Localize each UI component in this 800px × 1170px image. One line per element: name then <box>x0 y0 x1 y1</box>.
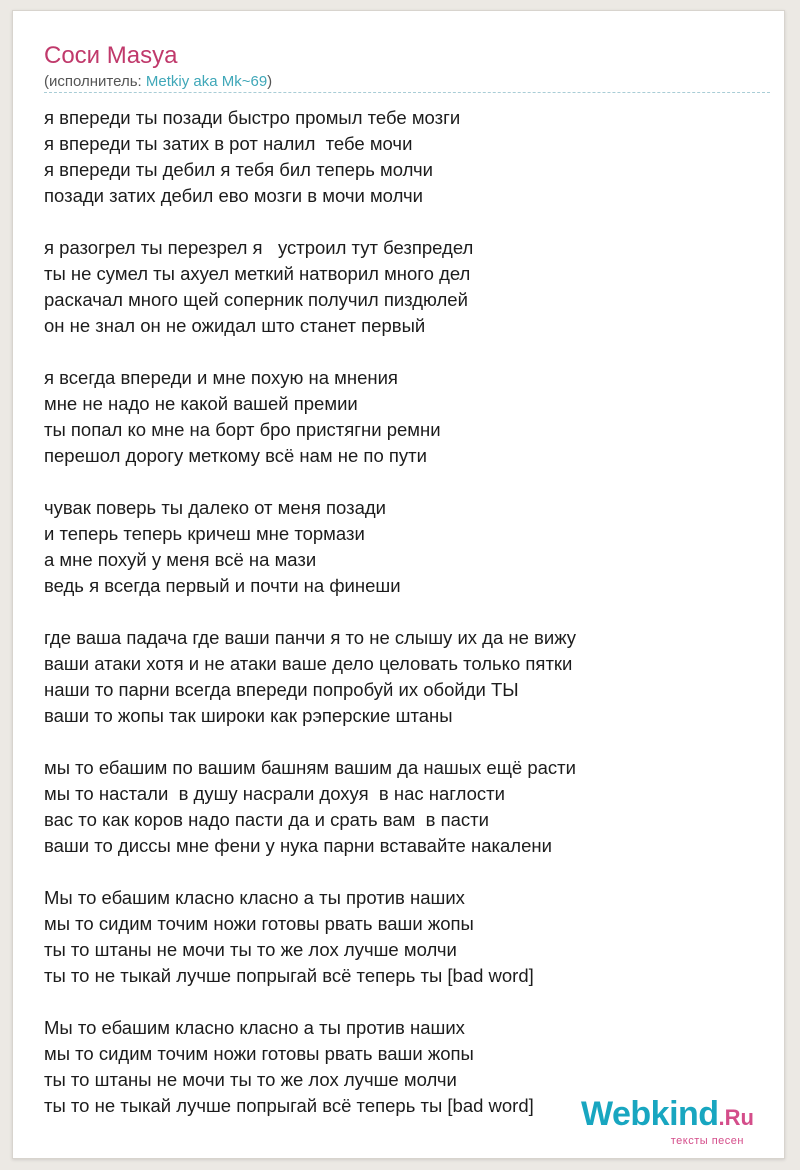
title-divider <box>44 92 770 93</box>
lyric-line: я впереди ты позади быстро промыл тебе мозги <box>44 107 461 128</box>
lyrics-body <box>44 105 576 1119</box>
stanza-gap <box>44 859 576 885</box>
lyric-line: наши то парни всегда впереди попробуй их обойди ТЫ <box>44 679 519 700</box>
lyric-line: он не знал он не ожидал што станет первый <box>44 315 426 336</box>
lyric-line: и теперь теперь кричеш мне тормази <box>44 523 365 544</box>
stanza-gap <box>44 339 576 365</box>
lyric-line: ваши то диссы мне фени у нука парни вставайте накалени <box>44 835 552 856</box>
artist-link[interactable]: Metkiy aka Mk~69 <box>145 73 268 90</box>
lyric-line: мне не надо не какой вашей премии <box>44 393 358 414</box>
lyric-line: ваши то жопы так широки как рэперские штаны <box>44 705 453 726</box>
lyric-line: я разогрел ты перезрел я устроил тут безпредел <box>44 237 474 258</box>
lyric-line: мы то настали в душу насрали дохуя в нас наглости <box>44 783 505 804</box>
lyric-line: вас то как коров надо пасти да и срать вам в пасти <box>44 809 489 830</box>
stanza-gap <box>44 989 576 1015</box>
logo-tld: .Ru <box>718 1105 754 1130</box>
lyric-line: Мы то ебашим класно класно а ты против наших <box>44 887 465 908</box>
lyric-line: мы то ебашим по вашим башням вашим да нашых ещё расти <box>44 757 576 778</box>
logo-word: Webkind <box>581 1095 719 1133</box>
logo-tagline: тексты песен <box>670 1135 744 1147</box>
lyric-line: я впереди ты затих в рот налил тебе мочи <box>44 133 413 154</box>
lyric-line: ты то штаны не мочи ты то же лох лучше молчи <box>44 1069 457 1090</box>
stanza-gap <box>44 469 576 495</box>
lyric-line: ты то не тыкай лучше попрыгай всё теперь ты [bad word] <box>44 965 534 986</box>
lyric-line: ты попал ко мне на борт бро пристягни ремни <box>44 419 441 440</box>
lyric-line: где ваша падача где ваши панчи я то не слышу их да не вижу <box>44 627 577 648</box>
lyric-line: Мы то ебашим класно класно а ты против наших <box>44 1017 465 1038</box>
stanza-gap <box>44 599 576 625</box>
lyric-line: ты не сумел ты ахуел меткий натворил много дел <box>44 263 471 284</box>
stanza-gap <box>44 729 576 755</box>
lyric-line: перешол дорогу меткому всё нам не по пути <box>44 445 427 466</box>
lyric-line: ваши атаки хотя и не атаки ваше дело целовать только пятки <box>44 653 573 674</box>
lyric-line: раскачал много щей соперник получил пиздюлей <box>44 289 468 310</box>
artist-suffix: ) <box>267 73 273 90</box>
lyric-line: позади затих дебил ево мозги в мочи молчи <box>44 185 423 206</box>
lyric-line: я впереди ты дебил я тебя бил теперь молчи <box>44 159 433 180</box>
lyric-line: я всегда впереди и мне похую на мнения <box>44 367 398 388</box>
lyric-line: ты то не тыкай лучше попрыгай всё теперь ты [bad word] <box>44 1095 534 1116</box>
artist-line <box>44 73 272 90</box>
lyric-line: мы то сидим точим ножи готовы рвать ваши жопы <box>44 913 474 934</box>
lyrics-card <box>12 10 785 1159</box>
song-title: Соси Masya <box>44 42 178 69</box>
lyric-line: ты то штаны не мочи ты то же лох лучше молчи <box>44 939 457 960</box>
site-logo[interactable] <box>581 1095 754 1147</box>
lyric-line: чувак поверь ты далеко от меня позади <box>44 497 386 518</box>
lyric-line: ведь я всегда первый и почти на финеши <box>44 575 401 596</box>
lyric-line: мы то сидим точим ножи готовы рвать ваши жопы <box>44 1043 474 1064</box>
lyric-line: а мне похуй у меня всё на мази <box>44 549 317 570</box>
stanza-gap <box>44 209 576 235</box>
artist-prefix: (исполнитель: <box>44 73 146 90</box>
